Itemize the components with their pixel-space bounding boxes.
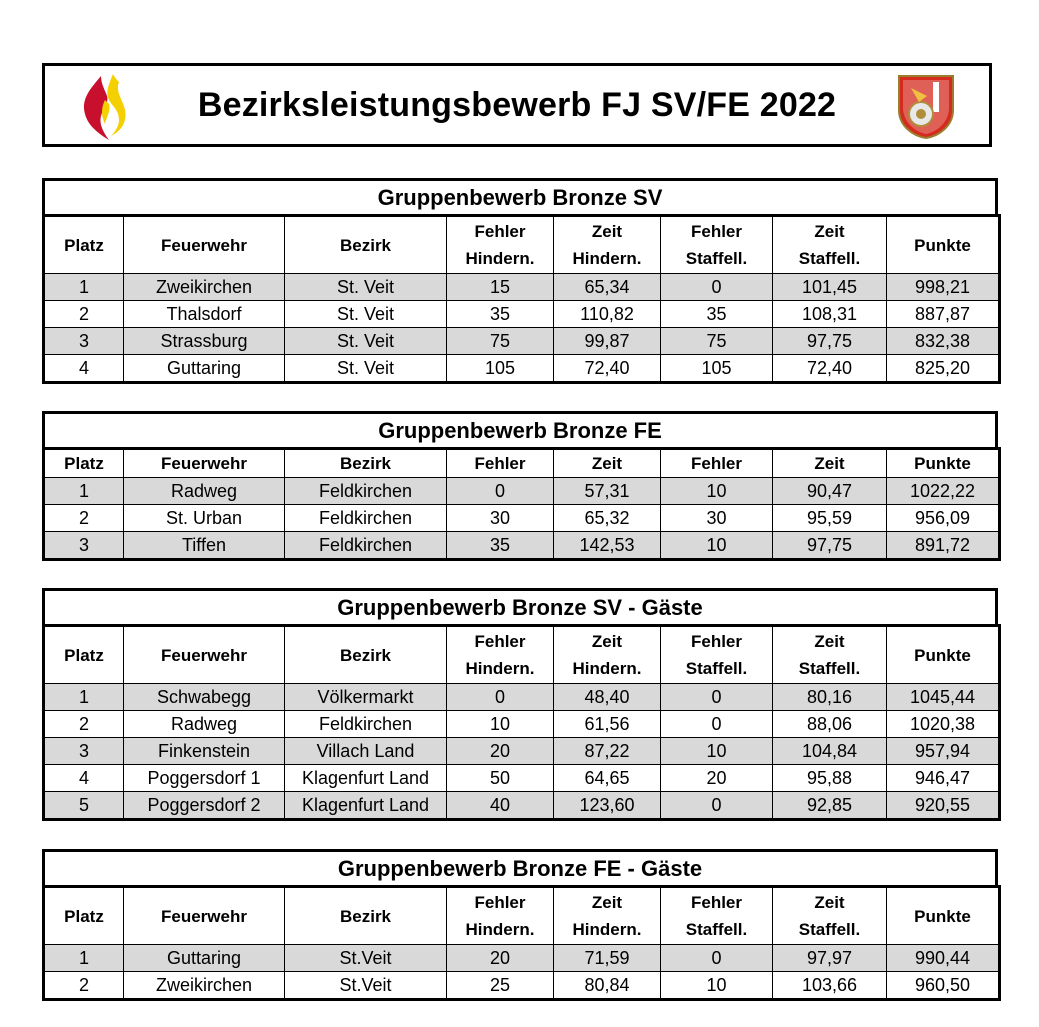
cell-punkte: 832,38	[887, 328, 1000, 355]
header-label-line: Punkte	[914, 645, 971, 665]
table-row	[44, 274, 1000, 301]
header-label-line: Platz	[64, 454, 104, 473]
header-punkte	[887, 449, 1000, 478]
header-platz	[44, 626, 124, 684]
header-label-line: Hindern.	[465, 659, 535, 678]
table-header-row	[44, 449, 1000, 478]
header-bezirk	[285, 887, 447, 945]
cell-zeit-hindernis: 142,53	[554, 532, 661, 560]
cell-punkte: 1022,22	[887, 478, 1000, 505]
header-bezirk	[285, 626, 447, 684]
header-punkte	[887, 887, 1000, 945]
header-fehler-staffel	[661, 887, 773, 945]
header-label-line: Platz	[64, 235, 104, 255]
cell-zeit-hindernis: 65,32	[554, 505, 661, 532]
cell-fehler-staffel: 0	[661, 684, 773, 711]
cell-feuerwehr: St. Urban	[124, 505, 285, 532]
header-label-line: Platz	[64, 906, 104, 926]
cell-platz: 3	[44, 532, 124, 560]
header-label-line: Punkte	[914, 235, 971, 255]
table-row	[44, 355, 1000, 383]
header-punkte	[887, 216, 1000, 274]
section-bronze-sv	[42, 178, 998, 384]
cell-fehler-staffel: 35	[661, 301, 773, 328]
header-label-line: Bezirk	[339, 235, 392, 255]
cell-fehler-staffel: 75	[661, 328, 773, 355]
cell-feuerwehr: Radweg	[124, 478, 285, 505]
header-zeit-hindernis	[554, 626, 661, 684]
header-label-line: Feuerwehr	[161, 454, 247, 473]
cell-platz: 1	[44, 274, 124, 301]
header-punkte	[887, 626, 1000, 684]
header-platz	[44, 887, 124, 945]
table-row	[44, 532, 1000, 560]
cell-platz: 1	[44, 945, 124, 972]
section-title: Gruppenbewerb Bronze FE	[42, 411, 998, 447]
cell-punkte: 998,21	[887, 274, 1000, 301]
cell-zeit-staffel: 101,45	[773, 274, 887, 301]
header-label-line: Staffell.	[685, 249, 748, 268]
header-bezirk	[285, 216, 447, 274]
header-fehler-hindernis	[447, 449, 554, 478]
cell-fehler-hindernis: 0	[447, 478, 554, 505]
header-fehler-hindernis	[447, 626, 554, 684]
table-row	[44, 328, 1000, 355]
section-bronze-fe-gaeste	[42, 849, 998, 1001]
cell-bezirk: St.Veit	[285, 945, 447, 972]
table-row	[44, 478, 1000, 505]
cell-punkte: 946,47	[887, 765, 1000, 792]
cell-feuerwehr: Guttaring	[124, 355, 285, 383]
header-label-line: Feuerwehr	[161, 906, 247, 926]
header-label-line: Zeit	[814, 632, 845, 651]
header-platz	[44, 449, 124, 478]
cell-zeit-staffel: 92,85	[773, 792, 887, 820]
cell-punkte: 1045,44	[887, 684, 1000, 711]
section-title: Gruppenbewerb Bronze FE - Gäste	[42, 849, 998, 885]
table-row	[44, 972, 1000, 1000]
header-fehler-hindernis	[447, 887, 554, 945]
cell-zeit-hindernis: 48,40	[554, 684, 661, 711]
cell-platz: 3	[44, 738, 124, 765]
cell-feuerwehr: Tiffen	[124, 532, 285, 560]
header-zeit-hindernis	[554, 449, 661, 478]
cell-fehler-hindernis: 75	[447, 328, 554, 355]
cell-fehler-hindernis: 25	[447, 972, 554, 1000]
header-label-line: Bezirk	[339, 454, 392, 473]
cell-platz: 4	[44, 765, 124, 792]
table-row	[44, 711, 1000, 738]
header-zeit-hindernis	[554, 216, 661, 274]
header-label-line: Zeit	[814, 893, 845, 912]
table-row	[44, 765, 1000, 792]
header-label-line: Staffell.	[798, 920, 861, 939]
cell-bezirk: St. Veit	[285, 301, 447, 328]
table-header-row	[44, 887, 1000, 945]
header-label-line: Fehler	[474, 893, 526, 912]
cell-platz: 4	[44, 355, 124, 383]
cell-punkte: 956,09	[887, 505, 1000, 532]
cell-fehler-staffel: 30	[661, 505, 773, 532]
cell-platz: 2	[44, 711, 124, 738]
cell-bezirk: Klagenfurt Land	[285, 792, 447, 820]
cell-fehler-hindernis: 20	[447, 738, 554, 765]
header-zeit-staffel	[773, 626, 887, 684]
cell-zeit-staffel: 95,88	[773, 765, 887, 792]
section-title: Gruppenbewerb Bronze SV - Gäste	[42, 588, 998, 624]
cell-fehler-staffel: 0	[661, 274, 773, 301]
section-bronze-sv-gaeste	[42, 588, 998, 821]
cell-punkte: 825,20	[887, 355, 1000, 383]
cell-bezirk: St. Veit	[285, 328, 447, 355]
cell-fehler-staffel: 0	[661, 792, 773, 820]
cell-bezirk: St. Veit	[285, 274, 447, 301]
cell-zeit-staffel: 97,75	[773, 328, 887, 355]
page-title: Bezirksleistungsbewerb FJ SV/FE 2022	[197, 85, 837, 124]
table-row	[44, 301, 1000, 328]
results-table	[42, 447, 1001, 561]
header-label-line: Bezirk	[339, 906, 392, 926]
cell-punkte: 990,44	[887, 945, 1000, 972]
header-label-line: Hindern.	[465, 920, 535, 939]
header-label-line: Fehler	[690, 893, 743, 912]
cell-zeit-hindernis: 65,34	[554, 274, 661, 301]
header-label-line: Fehler	[690, 632, 743, 651]
header-label-line: Staffell.	[798, 249, 861, 268]
cell-bezirk: Völkermarkt	[285, 684, 447, 711]
header-feuerwehr	[124, 626, 285, 684]
table-row	[44, 505, 1000, 532]
cell-zeit-hindernis: 123,60	[554, 792, 661, 820]
header-feuerwehr	[124, 216, 285, 274]
cell-fehler-hindernis: 50	[447, 765, 554, 792]
cell-feuerwehr: Thalsdorf	[124, 301, 285, 328]
header-zeit-staffel	[773, 887, 887, 945]
results-table	[42, 214, 1001, 384]
header-label-line: Zeit	[814, 454, 845, 473]
cell-feuerwehr: Radweg	[124, 711, 285, 738]
cell-bezirk: St. Veit	[285, 355, 447, 383]
cell-zeit-hindernis: 57,31	[554, 478, 661, 505]
header-label-line: Bezirk	[339, 645, 392, 665]
cell-zeit-hindernis: 71,59	[554, 945, 661, 972]
header-label-line: Punkte	[914, 906, 971, 926]
table-row	[44, 792, 1000, 820]
cell-fehler-hindernis: 0	[447, 684, 554, 711]
section-title: Gruppenbewerb Bronze SV	[42, 178, 998, 214]
cell-zeit-staffel: 97,97	[773, 945, 887, 972]
header-label-line: Fehler	[690, 222, 743, 241]
cell-platz: 3	[44, 328, 124, 355]
cell-punkte: 920,55	[887, 792, 1000, 820]
header-label-line: Staffell.	[685, 659, 748, 678]
header-fehler-staffel	[661, 626, 773, 684]
header-zeit-hindernis	[554, 887, 661, 945]
cell-bezirk: Feldkirchen	[285, 505, 447, 532]
cell-platz: 1	[44, 478, 124, 505]
table-row	[44, 945, 1000, 972]
header-label-line: Staffell.	[798, 659, 861, 678]
cell-fehler-hindernis: 20	[447, 945, 554, 972]
cell-zeit-hindernis: 61,56	[554, 711, 661, 738]
cell-zeit-staffel: 103,66	[773, 972, 887, 1000]
header-label-line: Hindern.	[572, 920, 642, 939]
cell-punkte: 960,50	[887, 972, 1000, 1000]
cell-punkte: 891,72	[887, 532, 1000, 560]
cell-feuerwehr: Finkenstein	[124, 738, 285, 765]
header-fehler-hindernis	[447, 216, 554, 274]
table-row	[44, 684, 1000, 711]
header-platz	[44, 216, 124, 274]
cell-feuerwehr: Guttaring	[124, 945, 285, 972]
cell-feuerwehr: Strassburg	[124, 328, 285, 355]
cell-zeit-staffel: 80,16	[773, 684, 887, 711]
table-row	[44, 738, 1000, 765]
section-bronze-fe	[42, 411, 998, 561]
cell-punkte: 887,87	[887, 301, 1000, 328]
cell-fehler-staffel: 10	[661, 532, 773, 560]
table-header-row	[44, 216, 1000, 274]
cell-zeit-staffel: 72,40	[773, 355, 887, 383]
page-header	[42, 63, 992, 147]
header-label-line: Zeit	[591, 893, 623, 912]
cell-fehler-hindernis: 10	[447, 711, 554, 738]
cell-zeit-hindernis: 99,87	[554, 328, 661, 355]
cell-feuerwehr: Schwabegg	[124, 684, 285, 711]
header-fehler-staffel	[661, 216, 773, 274]
cell-zeit-hindernis: 87,22	[554, 738, 661, 765]
header-label-line: Fehler	[474, 454, 526, 473]
cell-feuerwehr: Poggersdorf 2	[124, 792, 285, 820]
header-zeit-staffel	[773, 216, 887, 274]
cell-zeit-hindernis: 64,65	[554, 765, 661, 792]
cell-platz: 1	[44, 684, 124, 711]
cell-punkte: 1020,38	[887, 711, 1000, 738]
header-label-line: Fehler	[474, 632, 526, 651]
cell-bezirk: Klagenfurt Land	[285, 765, 447, 792]
table-header-row	[44, 626, 1000, 684]
header-label-line: Punkte	[914, 454, 971, 473]
cell-zeit-hindernis: 72,40	[554, 355, 661, 383]
header-fehler-staffel	[661, 449, 773, 478]
results-table	[42, 885, 1001, 1001]
cell-zeit-hindernis: 110,82	[554, 301, 661, 328]
header-feuerwehr	[124, 449, 285, 478]
cell-platz: 5	[44, 792, 124, 820]
cell-fehler-staffel: 20	[661, 765, 773, 792]
cell-platz: 2	[44, 505, 124, 532]
header-label-line: Zeit	[591, 222, 623, 241]
cell-fehler-hindernis: 35	[447, 532, 554, 560]
cell-feuerwehr: Zweikirchen	[124, 972, 285, 1000]
cell-zeit-hindernis: 80,84	[554, 972, 661, 1000]
cell-fehler-staffel: 10	[661, 972, 773, 1000]
header-zeit-staffel	[773, 449, 887, 478]
cell-bezirk: Feldkirchen	[285, 532, 447, 560]
cell-bezirk: St.Veit	[285, 972, 447, 1000]
cell-fehler-staffel: 10	[661, 738, 773, 765]
cell-feuerwehr: Zweikirchen	[124, 274, 285, 301]
flame-logo-icon	[79, 70, 129, 144]
cell-zeit-staffel: 95,59	[773, 505, 887, 532]
header-label-line: Fehler	[690, 454, 743, 473]
header-label-line: Hindern.	[572, 659, 642, 678]
cell-fehler-hindernis: 40	[447, 792, 554, 820]
cell-platz: 2	[44, 301, 124, 328]
header-label-line: Feuerwehr	[161, 645, 247, 665]
cell-fehler-staffel: 105	[661, 355, 773, 383]
cell-punkte: 957,94	[887, 738, 1000, 765]
cell-zeit-staffel: 104,84	[773, 738, 887, 765]
cell-feuerwehr: Poggersdorf 1	[124, 765, 285, 792]
cell-bezirk: Villach Land	[285, 738, 447, 765]
fire-brigade-shield-icon	[897, 74, 955, 140]
header-label-line: Feuerwehr	[161, 235, 247, 255]
cell-fehler-staffel: 10	[661, 478, 773, 505]
cell-fehler-hindernis: 30	[447, 505, 554, 532]
header-bezirk	[285, 449, 447, 478]
cell-fehler-staffel: 0	[661, 945, 773, 972]
cell-fehler-hindernis: 105	[447, 355, 554, 383]
header-label-line: Zeit	[591, 632, 623, 651]
results-table	[42, 624, 1001, 821]
header-feuerwehr	[124, 887, 285, 945]
cell-fehler-staffel: 0	[661, 711, 773, 738]
header-label-line: Fehler	[474, 222, 526, 241]
cell-fehler-hindernis: 35	[447, 301, 554, 328]
header-label-line: Staffell.	[685, 920, 748, 939]
header-label-line: Hindern.	[572, 249, 642, 268]
header-label-line: Platz	[64, 645, 104, 665]
cell-zeit-staffel: 88,06	[773, 711, 887, 738]
cell-zeit-staffel: 97,75	[773, 532, 887, 560]
cell-bezirk: Feldkirchen	[285, 711, 447, 738]
header-label-line: Zeit	[814, 222, 845, 241]
cell-zeit-staffel: 90,47	[773, 478, 887, 505]
header-label-line: Zeit	[591, 454, 623, 473]
cell-fehler-hindernis: 15	[447, 274, 554, 301]
cell-platz: 2	[44, 972, 124, 1000]
header-label-line: Hindern.	[465, 249, 535, 268]
cell-bezirk: Feldkirchen	[285, 478, 447, 505]
cell-zeit-staffel: 108,31	[773, 301, 887, 328]
